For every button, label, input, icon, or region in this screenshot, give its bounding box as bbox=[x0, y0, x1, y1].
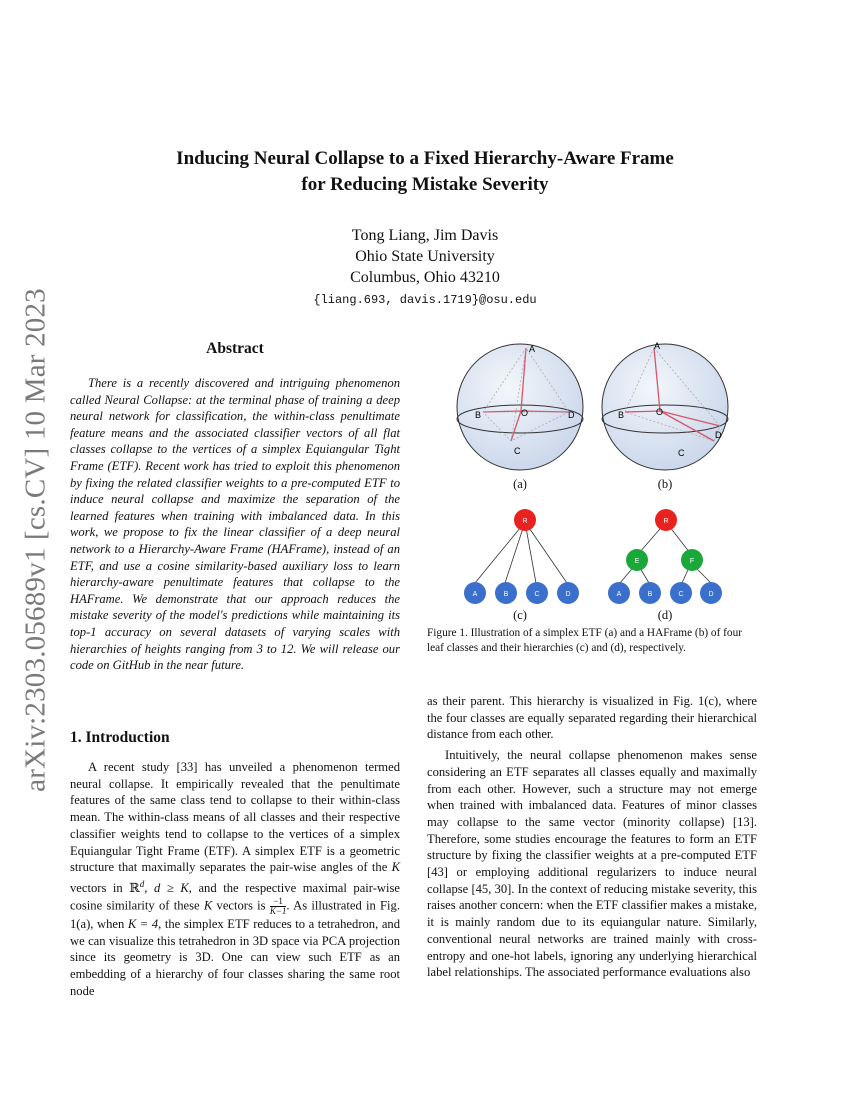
introduction-paragraph: A recent study [33] has unveiled a phenomenon termed neural collapse. It empirically revealed that the penultimate features of the same class tend to collapse to their within-class mean. The within-class means of all classes and their respective classifier weights tend to collapse to the vertices of a simplex Equiangular Tight Frame (ETF). A simplex ETF is a geometric structure that maximally separates the pair-wise angles of the K vectors in ℝ$^d$, d ≥ K, and the respective maximal pair-wise cosine similarity of these K vectors is $\frac{-1}{K-1}$ . As illustrated in Fig. 1(a), when K = 4, the simplex ETF reduces to a tetrahedron, and we can visualize this tetrahedron in 3D space via PCA projection since its geometry is 3D. One can view such ETF as an embedding of a hierarchy of four classes sharing the same root node bbox=[70, 760, 401, 998]
tree-root-label: R bbox=[663, 518, 669, 525]
svg-text:B: B bbox=[503, 591, 509, 598]
svg-text:C: C bbox=[678, 591, 684, 598]
tree-edges bbox=[475, 522, 567, 583]
figure-1d-hierarchy bbox=[600, 505, 730, 609]
subfigure-label-d: (d) bbox=[657, 608, 673, 622]
sphere-label-a: A bbox=[529, 344, 536, 354]
subfigure-label-a: (a) bbox=[513, 477, 527, 491]
affiliation: Ohio State University bbox=[355, 248, 495, 265]
sphere-label-d: D bbox=[568, 410, 575, 420]
paragraph: as their parent. This hierarchy is visualized in Fig. 1(c), where the four classes are equally separated regarding their hierarchical distance from each other. bbox=[427, 694, 757, 742]
sphere-label-o: O bbox=[656, 407, 664, 417]
svg-text:F: F bbox=[689, 558, 695, 565]
abstract-text: There is a recently discovered and intriguing phenomenon called Neural Collapse: at the terminal phase of training a deep neural network for classification, the within-class penultimate feature means and the associated classifier vectors of all flat classes collapse to the vertices of a simplex Equiangular Tight Frame (ETF). Recent work has tried to exploit this phenomenon by fixing the related classifier weights to a pre-computed ETF to induce neural collapse and maximize the separation of the learned features when training with imbalanced data. In this work, we propose to fix the linear classifier of a deep neural network to a Hierarchy-Aware Frame (HAFrame), instead of an ETF, and use a cosine similarity-based auxiliary loss to learn hierarchy-aware penultimate features that collapse to the HAFrame. We demonstrate that our approach reduces the mistake severity of the model's predictions while maintaining its top-1 accuracy on several datasets of varying scales with hierarchies of heights ranging from 3 to 12. We will release our code on GitHub in the near future. bbox=[70, 376, 400, 673]
svg-text:E: E bbox=[634, 558, 640, 565]
sphere-label-c: C bbox=[678, 448, 685, 458]
paper-title: Inducing Neural Collapse to a Fixed Hierarchy-Aware Frame for Reducing Mistake Severity bbox=[176, 148, 674, 195]
subfigure-label-b: (b) bbox=[657, 477, 673, 491]
paragraph: Intuitively, the neural collapse phenomenon makes sense considering an ETF separates all classes equally and maximally from each other. However, such a structure may not emerge when trained with imbalanced data. Features of minor classes may collapse to the same vector (minority collapse) [13]. Therefore, some studies encourage the features to form an ETF structure by fixing the classifier weights at a pre-computed ETF [43] or employing additional regularizers to induce neural collapse [45, 30]. In the context of reducing mistake severity, this raises another concern: when the ETF classifier makes a mistake, it is mainly random due to its equiangular nature. Similarly, conventional neural networks are trained mainly with cross-entropy and one-hot labels, ignoring any underlying hierarchical label relationships. The associated performance evaluations also bbox=[427, 748, 757, 980]
sphere-label-a: A bbox=[654, 341, 661, 351]
figure-1a-simplex-etf bbox=[453, 340, 587, 474]
sphere-label-b: B bbox=[618, 410, 625, 420]
authors: Tong Liang, Jim Davis bbox=[351, 227, 499, 244]
svg-text:A: A bbox=[472, 591, 478, 598]
svg-text:C: C bbox=[534, 591, 540, 598]
sphere-label-d: D bbox=[715, 430, 722, 440]
figure-1b-haframe bbox=[598, 340, 732, 474]
svg-text:A: A bbox=[616, 591, 622, 598]
svg-text:D: D bbox=[708, 591, 714, 598]
abstract-heading: Abstract bbox=[206, 340, 264, 357]
sphere-label-o: O bbox=[521, 408, 529, 418]
section-heading-introduction: 1. Introduction bbox=[70, 729, 170, 746]
tree-root-label: R bbox=[522, 518, 528, 525]
sphere-label-b: B bbox=[475, 410, 482, 420]
figure-caption: Figure 1. Illustration of a simplex ETF (a) and a HAFrame (b) of four leaf classes and their hierarchies (c) and (d), respectively. bbox=[427, 627, 742, 654]
subfigure-label-c: (c) bbox=[513, 608, 527, 622]
location: Columbus, Ohio 43210 bbox=[350, 269, 500, 286]
svg-text:B: B bbox=[647, 591, 653, 598]
email: {liang.693, davis.1719}@osu.edu bbox=[313, 293, 537, 307]
figure-1c-flat-hierarchy bbox=[455, 505, 585, 609]
arxiv-stamp: arXiv:2303.05689v1 [cs.CV] 10 Mar 2023 bbox=[19, 288, 52, 792]
svg-text:D: D bbox=[565, 591, 571, 598]
right-column-text bbox=[427, 693, 757, 981]
author-block bbox=[0, 225, 850, 311]
sphere-label-c: C bbox=[514, 446, 521, 456]
